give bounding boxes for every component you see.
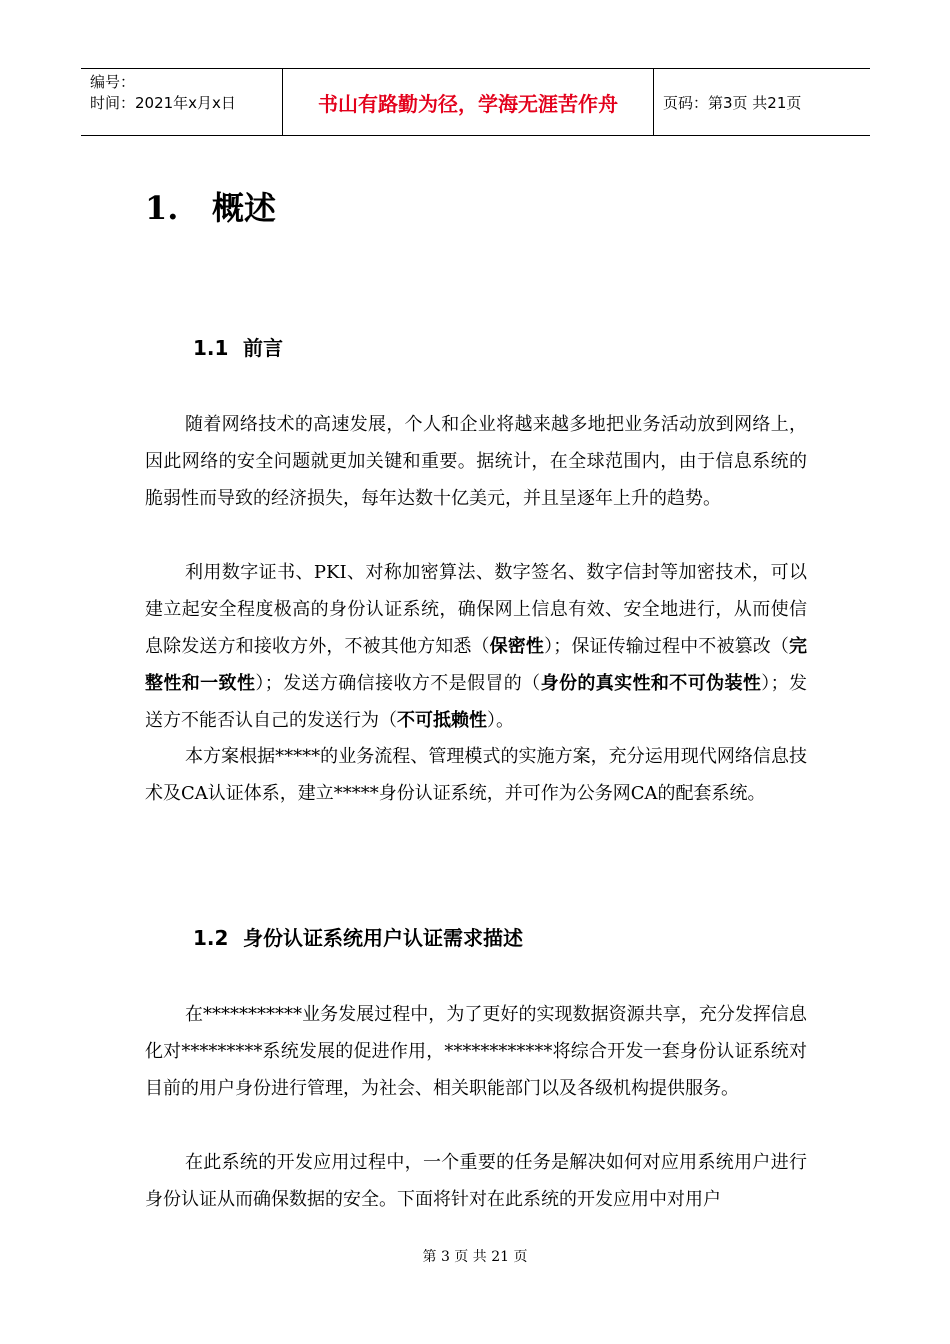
header-number-label: 编号： (90, 73, 136, 91)
page-header (81, 68, 870, 136)
chapter-number: 1. (145, 189, 179, 227)
paragraph-intro: 随着网络技术的高速发展，个人和企业将越来越多地把业务活动放到网络上，因此网络的安全问题就更加关键和重要。据统计，在全球范围内，由于信息系统的脆弱性而导致的经济损失，每年达数十亿美元，并且呈逐年上升的趋势。 (145, 414, 807, 509)
paragraph-security-features: 利用数字证书、PKI、对称加密算法、数字签名、数字信封等加密技术，可以建立起安全程度极高的身份认证系统，确保网上信息有效、安全地进行，从而使信息除发送方和接收方外，不被其他方知悉（保密性）；保证传输过程中不被篡改（完整性和一致性）；发送方确信接收方不是假冒的（身份的真实性和不可伪装性）；发送方不能否认自己的发送行为（不可抵赖性）。 (145, 562, 808, 731)
section-heading-1-1 (193, 334, 283, 362)
paragraph-task: 在此系统的开发应用过程中，一个重要的任务是解决如何对应用系统用户进行身份认证从而确保数据的安全。下面将针对在此系统的开发应用中对用户 (145, 1152, 807, 1210)
header-meta (81, 69, 282, 135)
header-page-info: 页码：第3页 共21页 (663, 93, 802, 112)
header-motto: 书山有路勤为径，学海无涯苦作舟 (282, 69, 654, 135)
section-number: 1.2 (193, 926, 229, 950)
paragraph-scheme: 本方案根据*****的业务流程、管理模式的实施方案，充分运用现代网络信息技术及CA认证体系，建立*****身份认证系统，并可作为公务网CA的配套系统。 (145, 746, 807, 804)
bold-non-repudiation: 不可抵赖性 (397, 710, 487, 731)
paragraph-requirements: 在***********业务发展过程中，为了更好的实现数据资源共享，充分发挥信息化对*********系统发展的促进作用，************将综合开发一套身份认证系统对目前的用户身份进行管理，为社会、相关职能部门以及各级机构提供服务。 (145, 1004, 807, 1099)
bold-authenticity: 身份的真实性和不可伪装性 (540, 673, 762, 694)
section-title: 身份认证系统用户认证需求描述 (243, 926, 523, 950)
section-title: 前言 (243, 336, 283, 360)
page-footer: 第 3 页 共 21 页 (422, 1249, 528, 1265)
bold-confidentiality: 保密性 (489, 636, 545, 657)
section-number: 1.1 (193, 336, 229, 360)
chapter-title: 概述 (212, 189, 277, 227)
bold-integrity: 完整性和一致性 (145, 636, 808, 694)
section-heading-1-2 (193, 924, 523, 952)
chapter-heading (145, 188, 276, 228)
header-time-label: 时间：2021年x月x日 (90, 94, 236, 112)
